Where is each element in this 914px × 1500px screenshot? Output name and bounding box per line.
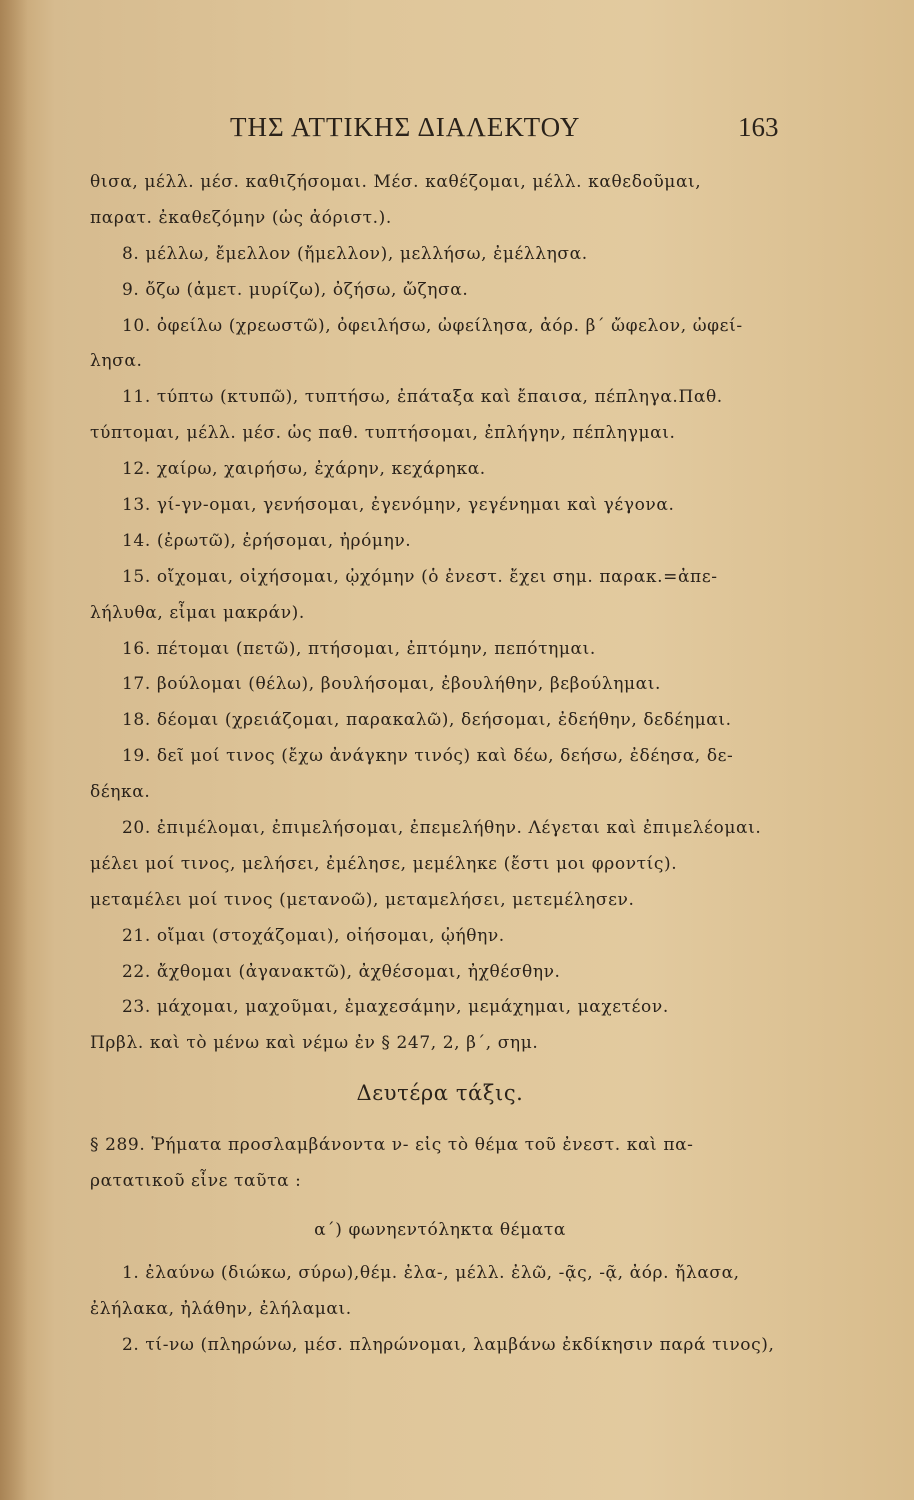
text-line: θισα, μέλλ. μέσ. καθιζήσομαι. Μέσ. καθέζομαι, μέλλ. καθεδοῦμαι, xyxy=(90,172,702,192)
text-line: μεταμέλει μοί τινος (μετανοῶ), μεταμελήσει, μετεμέλησεν. xyxy=(90,889,635,910)
text-line: 8. μέλλω, ἔμελλον (ἤμελλον), μελλήσω, ἐμέλλησα. xyxy=(122,243,588,264)
page-header xyxy=(0,112,914,146)
page-body xyxy=(90,165,790,1364)
text-line: 14. (ἐρωτῶ), ἐρήσομαι, ἠρόμην. xyxy=(122,530,412,551)
text-line: 16. πέτομαι (πετῶ), πτήσομαι, ἐπτόμην, πεπότημαι. xyxy=(122,638,596,659)
text-line: 1. ἐλαύνω (διώκω, σύρω),θέμ. ἐλα-, μέλλ. ἐλῶ, -ᾷς, -ᾷ, ἀόρ. ἤλασα, xyxy=(122,1263,740,1284)
text-line: 17. βούλομαι (θέλω), βουλήσομαι, ἐβουλήθην, βεβούλημαι. xyxy=(122,674,662,695)
text-line: δέηκα. xyxy=(90,782,151,803)
text-line: 12. χαίρω, χαιρήσω, ἐχάρην, κεχάρηκα. xyxy=(122,459,486,480)
text-line: 20. ἐπιμέλομαι, ἐπιμελήσομαι, ἐπεμελήθην. Λέγεται καὶ ἐπιμελέομαι. xyxy=(122,818,762,839)
text-line: § 289. Ῥήματα προσλαμβάνοντα ν- εἰς τὸ θέμα τοῦ ἐνεστ. καὶ πα- xyxy=(90,1135,694,1156)
text-line: 13. γί-γν-ομαι, γενήσομαι, ἐγενόμην, γεγένημαι καὶ γέγονα. xyxy=(122,495,675,516)
text-line: μέλει μοί τινος, μελήσει, ἐμέλησε, μεμέληκε (ἔστι μοι φροντίς). xyxy=(90,853,678,874)
text-line: 10. ὀφείλω (χρεωστῶ), ὀφειλήσω, ὠφείλησα, ἀόρ. β΄ ὤφελον, ὠφεί- xyxy=(122,315,743,336)
text-line: 2. τί-νω (πληρώνω, μέσ. πληρώνομαι, λαμβάνω ἐκδίκησιν παρά τινος), xyxy=(122,1334,775,1355)
text-line: 9. ὄζω (ἀμετ. μυρίζω), ὀζήσω, ὤζησα. xyxy=(122,279,469,300)
text-line: λησα. xyxy=(90,351,143,372)
page-number: 163 xyxy=(738,112,779,142)
text-line: 19. δεῖ μοί τινος (ἔχω ἀνάγκην τινός) καὶ δέω, δεήσω, ἐδέησα, δε- xyxy=(122,746,734,767)
text-line: παρατ. ἐκαθεζόμην (ὡς ἀόριστ.). xyxy=(90,207,392,228)
text-line: 18. δέομαι (χρειάζομαι, παρακαλῶ), δεήσομαι, ἐδεήθην, δεδέημαι. xyxy=(122,710,732,731)
text-line: 15. οἴχομαι, οἰχήσομαι, ᾠχόμην (ὁ ἐνεστ. ἔχει σημ. παρακ.=ἀπε- xyxy=(122,566,718,587)
text-line: Πρβλ. καὶ τὸ μένω καὶ νέμω ἐν § 247, 2, β΄, σημ. xyxy=(90,1033,539,1054)
subheading: α΄) φωνηεντόληκτα θέματα xyxy=(314,1220,566,1241)
text-line: ρατατικοῦ εἶνε ταῦτα : xyxy=(90,1171,302,1192)
text-line: 21. οἴμαι (στοχάζομαι), οἰήσομαι, ᾠήθην. xyxy=(122,925,505,946)
text-line: 22. ἄχθομαι (ἀγανακτῶ), ἀχθέσομαι, ἠχθέσθην. xyxy=(122,961,561,982)
text-line: λήλυθα, εἶμαι μακράν). xyxy=(90,602,305,623)
text-line: 23. μάχομαι, μαχοῦμαι, ἐμαχεσάμην, μεμάχημαι, μαχετέον. xyxy=(122,997,669,1018)
text-line: ἐλήλακα, ἠλάθην, ἐλήλαμαι. xyxy=(90,1298,352,1319)
section-title: Δευτέρα τάξις. xyxy=(356,1081,524,1106)
running-title: ΤΗΣ ΑΤΤΙΚΗΣ ΔΙΑΛΕΚΤΟΥ xyxy=(230,112,581,142)
text-line: τύπτομαι, μέλλ. μέσ. ὡς παθ. τυπτήσομαι, ἐπλήγην, πέπληγμαι. xyxy=(90,423,676,444)
text-line: 11. τύπτω (κτυπῶ), τυπτήσω, ἐπάταξα καὶ ἔπαισα, πέπληγα.Παθ. xyxy=(122,387,723,408)
